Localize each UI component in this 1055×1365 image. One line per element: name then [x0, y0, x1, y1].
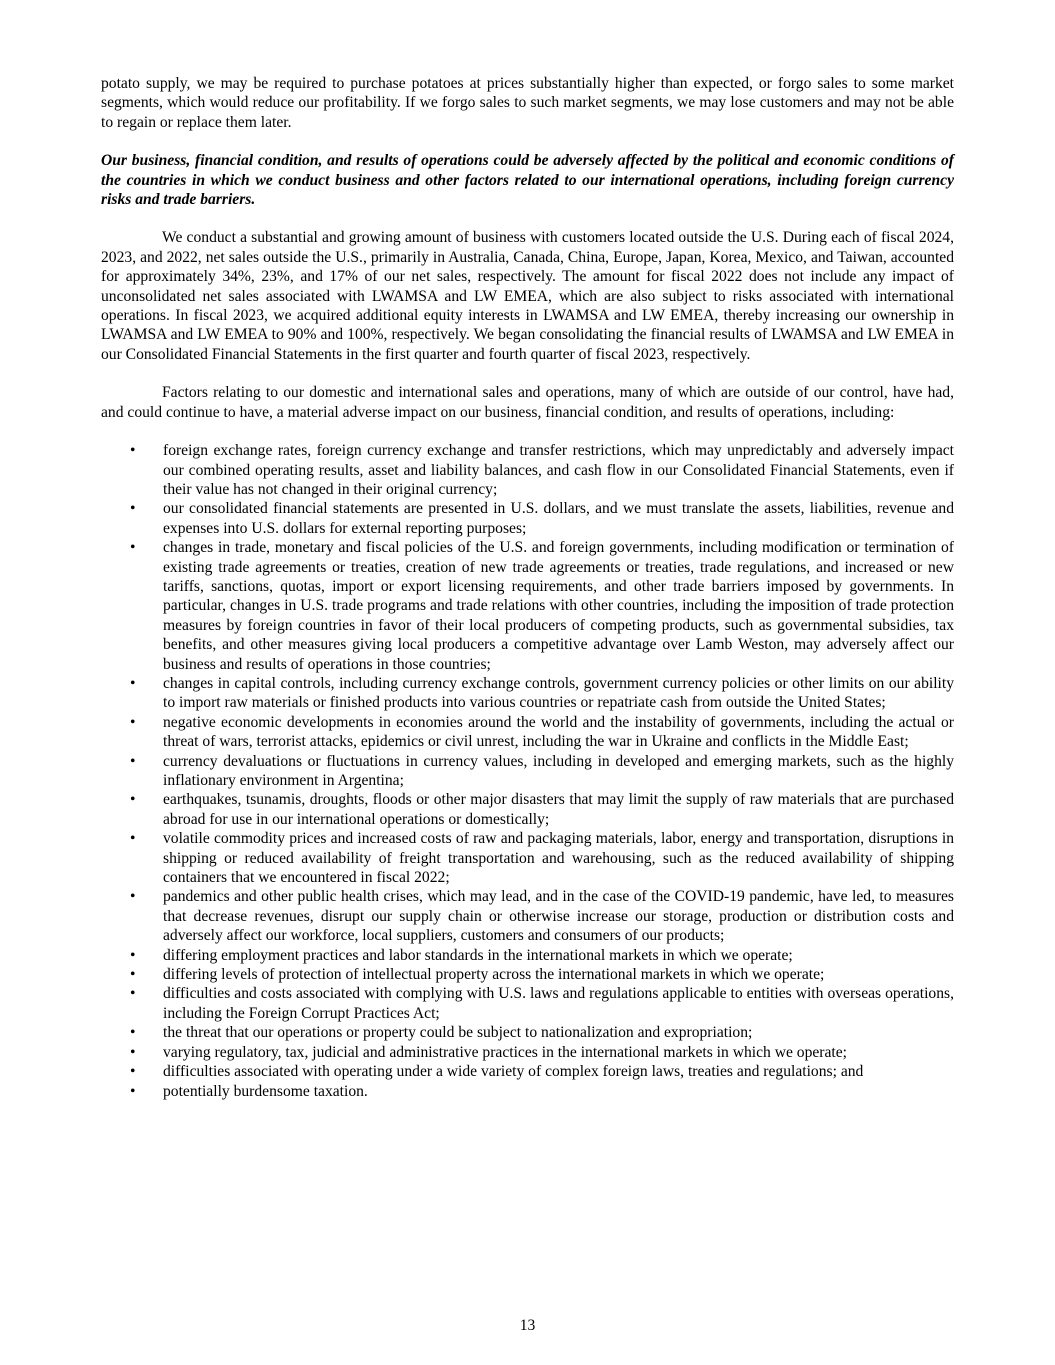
- list-item: [101, 965, 954, 984]
- bullet-icon: •: [130, 713, 136, 731]
- list-item-text: changes in capital controls, including currency exchange controls, government currency policies or other limits on our ability to import raw materials or finished products into various countries or repatriate cash from outside the United States;: [163, 674, 954, 712]
- bullet-icon: •: [130, 946, 136, 964]
- page-number: 13: [519, 1317, 536, 1334]
- risk-factors-list: [101, 441, 954, 1101]
- list-item: [101, 1043, 954, 1062]
- list-item-text: differing employment practices and labor standards in the international markets in which we operate;: [163, 946, 793, 964]
- list-item-text: differing levels of protection of intellectual property across the international markets in which we operate;: [163, 966, 825, 984]
- bullet-icon: •: [130, 1063, 136, 1081]
- list-item-text: difficulties associated with operating under a wide variety of complex foreign laws, treaties and regulations; and: [163, 1063, 864, 1081]
- bullet-icon: •: [130, 1082, 136, 1100]
- paragraph-continuation: potato supply, we may be required to purchase potatoes at prices substantially higher than expected, or forgo sales to some market segments, which would reduce our profitability. If we forgo sales to such market segments, we may lose customers and may not be able to regain or replace them later.: [101, 75, 954, 131]
- bullet-icon: •: [130, 674, 136, 692]
- document-body: [101, 74, 954, 1101]
- bullet-icon: •: [130, 888, 136, 906]
- bullet-icon: •: [130, 442, 136, 460]
- list-item: [101, 887, 954, 945]
- list-item: [101, 499, 954, 538]
- list-item: [101, 790, 954, 829]
- list-item: [101, 441, 954, 499]
- bullet-icon: •: [130, 966, 136, 984]
- list-item-text: negative economic developments in economies around the world and the instability of governments, including the actual or threat of wars, terrorist attacks, epidemics or civil unrest, including the war in Ukraine and conflicts in the Middle East;: [163, 713, 954, 751]
- list-item: [101, 984, 954, 1023]
- bullet-icon: •: [130, 1043, 136, 1061]
- bullet-icon: •: [130, 752, 136, 770]
- list-item: [101, 752, 954, 791]
- paragraph-international-sales: We conduct a substantial and growing amount of business with customers located outside the U.S. During each of fiscal 2024, 2023, and 2022, net sales outside the U.S., primarily in Australia, Canada, China, Europe, Japan, Korea, Mexico, and Taiwan, accounted for approximately 34%, 23%, and 17% of our net sales, respectively. The amount for fiscal 2022 does not include any impact of unconsolidated net sales associated with LWAMSA and LW EMEA, which are also subject to risks associated with international operations. In fiscal 2023, we acquired additional equity interests in LWAMSA and LW EMEA, thereby increasing our ownership in LWAMSA and LW EMEA to 90% and 100%, respectively. We began consolidating the financial results of LWAMSA and LW EMEA in our Consolidated Financial Statements in the first quarter and fourth quarter of fiscal 2023, respectively.: [101, 229, 954, 363]
- list-item-text: currency devaluations or fluctuations in currency values, including in developed and emerging markets, such as the highly inflationary environment in Argentina;: [163, 752, 954, 789]
- list-item: [101, 1082, 954, 1101]
- bullet-icon: •: [130, 539, 136, 557]
- bullet-icon: •: [130, 830, 136, 848]
- list-item-text: pandemics and other public health crises, which may lead, and in the case of the COVID-19 pandemic, have led, to measures that decrease revenues, disrupt our supply chain or otherwise increase our storage, production or distribution costs and adversely affect our workforce, local suppliers, customers and consumers of our products;: [163, 888, 954, 945]
- list-item: [101, 674, 954, 713]
- paragraph-factors-intro: Factors relating to our domestic and international sales and operations, many of which are outside of our control, have had, and could continue to have, a material adverse impact on our business, financial condition, and results of operations, including:: [101, 384, 954, 421]
- list-item: [101, 1062, 954, 1081]
- list-item: [101, 1023, 954, 1042]
- list-item: [101, 538, 954, 674]
- bullet-icon: •: [130, 791, 136, 809]
- list-item-text: foreign exchange rates, foreign currency exchange and transfer restrictions, which may unpredictably and adversely impact our combined operating results, asset and liability balances, and cash flow in our Consolidated Financial Statements, even if their value has not changed in their original currency;: [163, 442, 954, 498]
- list-item-text: our consolidated financial statements are presented in U.S. dollars, and we must translate the assets, liabilities, revenue and expenses into U.S. dollars for external reporting purposes;: [163, 500, 954, 537]
- bullet-icon: •: [130, 500, 136, 518]
- list-item: [101, 946, 954, 965]
- list-item-text: changes in trade, monetary and fiscal policies of the U.S. and foreign governments, including modification or termination of existing trade agreements or treaties, creation of new trade agreements or treaties, trade regulations, and increased or new tariffs, sanctions, quotas, import or export licensing requirements, and other trade barriers imposed by governments. In particular, changes in U.S. trade programs and trade relations with other countries, including the imposition of trade protection measures by foreign countries in favor of their local producers of competing products, such as governmental subsidies, tax benefits, and other measures giving local producers a competitive advantage over Lamb Weston, may adversely affect our business and results of operations in those countries;: [163, 539, 954, 673]
- list-item-text: potentially burdensome taxation.: [163, 1082, 368, 1100]
- bullet-icon: •: [130, 985, 136, 1003]
- risk-factor-heading: Our business, financial condition, and results of operations could be adversely affected by the political and economic conditions of the countries in which we conduct business and other factors related to our international operations, including foreign currency risks and trade barriers.: [101, 152, 954, 209]
- list-item-text: earthquakes, tsunamis, droughts, floods or other major disasters that may limit the supply of raw materials that are purchased abroad for use in our international operations or domestically;: [163, 791, 954, 828]
- list-item: [101, 829, 954, 887]
- list-item-text: the threat that our operations or property could be subject to nationalization and expropriation;: [163, 1024, 753, 1042]
- list-item: [101, 713, 954, 752]
- list-item-text: volatile commodity prices and increased costs of raw and packaging materials, labor, energy and transportation, disruptions in shipping or reduced availability of freight transportation and warehousing, such as the reduced availability of shipping containers that we encountered in fiscal 2022;: [163, 830, 954, 887]
- list-item-text: varying regulatory, tax, judicial and administrative practices in the international markets in which we operate;: [163, 1043, 848, 1061]
- list-item-text: difficulties and costs associated with complying with U.S. laws and regulations applicable to entities with overseas operations, including the Foreign Corrupt Practices Act;: [163, 985, 954, 1022]
- bullet-icon: •: [130, 1024, 136, 1042]
